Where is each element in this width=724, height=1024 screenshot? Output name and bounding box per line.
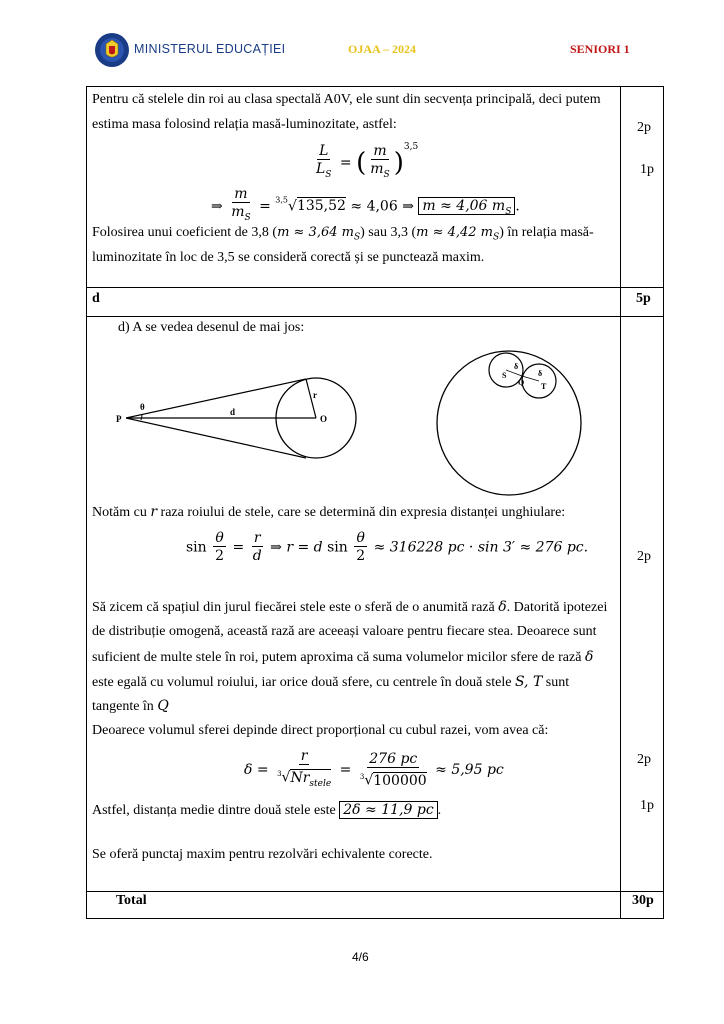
- section-d-header-cell: [87, 288, 621, 317]
- label-theta: θ: [140, 402, 145, 412]
- label-delta-2: δ: [538, 369, 543, 378]
- label-d: d: [230, 407, 236, 417]
- angular-size-diagram: [110, 370, 370, 470]
- label-r: r: [313, 390, 317, 400]
- para-line-5: [92, 698, 169, 715]
- page-header: [94, 30, 664, 70]
- implies-symbol: ⇒: [211, 198, 223, 215]
- text1-b: raza roiului de stele, care se determină din expresia distanței unghiulare:: [157, 505, 566, 520]
- section-d-total-points: 5p: [636, 291, 651, 306]
- points-c-2: 1p: [640, 162, 654, 177]
- root-index: 3,5: [275, 195, 289, 205]
- points-d-2: 2p: [637, 752, 651, 767]
- points-c-1: 2p: [637, 120, 651, 135]
- eq1-exponent: 3,5: [403, 142, 419, 152]
- note-line-2: luminozitate în loc de 3,5 se consideră corectă și se punctează maxim.: [92, 250, 485, 265]
- points-d-1: 2p: [637, 549, 651, 564]
- total-points: 30p: [632, 893, 654, 908]
- equivalent-solutions-note: Se oferă punctaj maxim pentru rezolvări echivalente corecte.: [92, 847, 433, 862]
- label-delta-1: δ: [514, 362, 519, 371]
- approx-value: ≈ 4,06 ⇒: [350, 198, 414, 215]
- para5-q: Q: [157, 698, 169, 714]
- label-t: T: [541, 382, 547, 391]
- para-line-3: suficient de multe stele în roi, putem aproxima că suma volumelor micilor sfere de rază δ: [92, 649, 594, 665]
- para1-b: . Datorită ipotezei: [506, 600, 608, 615]
- radicand: 135,52: [296, 198, 346, 215]
- total-label: Total: [116, 893, 147, 908]
- note-m1: m ≈ 3,64 m: [277, 225, 354, 240]
- note-part-b: ) sau 3,3 (: [360, 225, 417, 240]
- note-m2: m ≈ 4,42 m: [416, 225, 494, 240]
- para-line-1: Să zicem că spațiul din jurul fiecărei stele este o sferă de o anumită rază δ. Datorită ipotezei: [92, 599, 608, 615]
- eq1-num: L: [319, 142, 329, 159]
- radius-definition-text: [92, 504, 565, 521]
- mass-result-equation: ⇒ $\frac{m}{m_S}$ = $^{3,5}$√135,52 ≈ 4,06 ⇒ m ≈ 4,06 $m_S$ .: [211, 186, 520, 223]
- para5-a: tangente în: [92, 699, 158, 714]
- para-line-4: [92, 674, 569, 691]
- boxed-distance: 2δ ≈ 11,9 pc: [339, 801, 437, 819]
- text1-a: Notăm cu: [92, 505, 151, 520]
- exam-title: OJAA – 2024: [348, 42, 417, 56]
- angular-distance-equation: sin $\frac{\theta}{2}$ = $\frac{r}{d}$ ⇒ r = d sin $\frac{\theta}{2}$ ≈ 316228 pc · sin 3′ ≈ 276 pc.: [186, 530, 589, 564]
- para4-a: este egală cu volumul roiului, iar orice două sfere, cu centrele în două stele: [92, 675, 515, 690]
- eq1-den: L: [316, 160, 326, 177]
- row-section-d-header: [87, 288, 664, 317]
- row-total: [87, 892, 664, 919]
- star-spheres-diagram: [428, 345, 588, 500]
- section-d-label: d: [92, 291, 100, 306]
- coat-of-arms-logo: [94, 32, 130, 68]
- boxed-mass: m ≈ 4,06 m: [422, 198, 506, 215]
- label-o: O: [320, 414, 328, 424]
- points-d-3: 1p: [640, 798, 654, 813]
- dist-text: Astfel, distanța medie dintre două stele este: [92, 803, 340, 818]
- page-number: 4/6: [352, 950, 369, 964]
- eq1-sub: S: [325, 169, 332, 180]
- eq4-result: ≈ 5,95 pc: [435, 762, 504, 779]
- category-label: SENIORI 1: [570, 42, 630, 56]
- label-s: S: [502, 371, 507, 380]
- intro-line-2: estima masa folosind relația masă-luminozitate, astfel:: [92, 117, 397, 132]
- para1-a: Să zicem că spațiul din jurul fiecărei stele este o sferă de o anumită rază: [92, 600, 499, 615]
- note-line-1: Folosirea unui coeficient de 3,8 (m ≈ 3,64 $m_S$) sau 3,3 (m ≈ 4,42 $m_S$) în relația masă-: [92, 225, 594, 243]
- delta-equation: δ = $\frac{r}{^3√Nr_{stele}}$ = $\frac{276 pc}{^3√100000}$ ≈ 5,95 pc: [244, 748, 504, 789]
- eq4-den: 100000: [373, 772, 427, 789]
- text1-r: r: [150, 504, 158, 520]
- para3-a: suficient de multe stele în roi, putem aproxima că suma volumelor micilor sfere de rază: [92, 650, 585, 665]
- label-q: Q: [518, 378, 525, 387]
- para-line-2: de distribuție omogenă, această rază are aceeași valoare pentru fiecare stea. Deoarece sunt: [92, 624, 597, 639]
- eq4-num: 276 pc: [369, 750, 418, 767]
- para4-st: S, T: [514, 674, 543, 690]
- note-part-a: Folosirea unui coeficient de 3,8 (: [92, 225, 278, 240]
- ministry-name: MINISTERUL EDUCAȚIEI: [134, 42, 286, 56]
- mass-luminosity-equation: $\frac{L}{L_S}$ = ( $\frac{m}{m_S}$ )$^{3,5}$: [316, 142, 419, 180]
- average-distance-text: Astfel, distanța medie dintre două stele este 2δ ≈ 11,9 pc .: [92, 802, 442, 818]
- section-c-points: [621, 87, 664, 288]
- item-d-intro: d) A se vedea desenul de mai jos:: [118, 320, 305, 335]
- label-p: P: [116, 414, 122, 424]
- note-part-c: ) în relația masă-: [499, 225, 594, 240]
- eq3-result: ≈ 316228 pc · sin 3′ ≈ 276 pc.: [373, 539, 589, 556]
- para-line-6: Deoarece volumul sferei depinde direct proporțional cu cubul razei, vom avea că:: [92, 723, 549, 738]
- total-cell: [87, 892, 621, 919]
- intro-line-1: Pentru că stelele din roi au clasa spectală A0V, ele sunt din secvența principală, deci putem: [92, 92, 601, 107]
- para4-b: sunt: [542, 675, 570, 690]
